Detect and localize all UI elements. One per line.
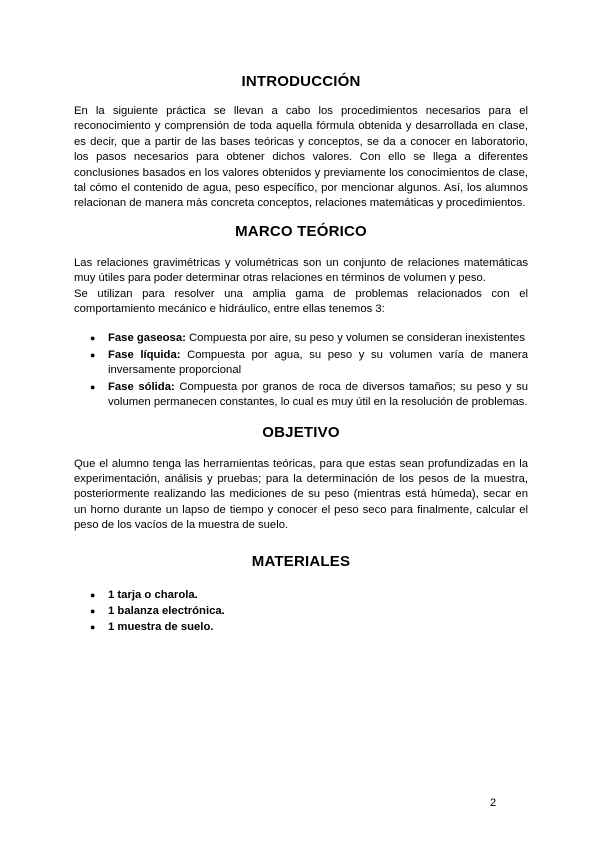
heading-introduccion: INTRODUCCIÓN: [241, 73, 361, 90]
page-number: 2: [490, 797, 497, 809]
list-item-fase-gaseosa: [74, 331, 528, 346]
bullet-icon: ●: [90, 622, 96, 633]
list-item-material: [74, 604, 528, 619]
heading-materiales: MATERIALES: [251, 552, 351, 570]
phases-list: [74, 331, 528, 410]
phase-name: Fase sólida:: [108, 380, 175, 393]
bullet-icon: ●: [90, 349, 96, 360]
bullet-icon: ●: [90, 333, 96, 344]
phase-name: Fase líquida:: [108, 348, 181, 361]
list-item-material: [74, 588, 528, 603]
heading-marco-teorico: MARCO TEÓRICO: [235, 222, 367, 240]
phase-description: Compuesta por aire, su peso y volumen se consideran inexistentes: [185, 332, 525, 345]
materials-list: [74, 588, 528, 636]
material-label: 1 balanza electrónica.: [108, 604, 225, 617]
marco-paragraph-2: Se utilizan para resolver una amplia gama de problemas relacionados con el comportamiento mecánico e hidráulico, entre ellas tenemos 3:: [74, 287, 528, 316]
objetivo-paragraph: Que el alumno tenga las herramientas teóricas, para que estas sean profundizadas en la experimentación, análisis y pruebas; para la determinación de los pesos de la muestra, posteriormente realizando las mediciones de su peso (mientras está húmeda), secar en un horno durante un lapso de tiempo y conocer el peso seco para finalmente, calcular el peso de los vacíos de la muestra de suelo.: [74, 457, 528, 532]
bullet-icon: ●: [90, 381, 96, 392]
list-item-fase-liquida: [74, 348, 528, 379]
phase-description: Compuesta por agua, su peso y su volumen varía de manera inversamente proporcional: [108, 348, 528, 377]
heading-objetivo: OBJETIVO: [262, 423, 340, 441]
list-item-fase-solida: [74, 380, 528, 411]
phase-description: Compuesta por granos de roca de diversos tamaños; su peso y su volumen permanecen constantes, lo cual es muy útil en la resolución de problemas.: [108, 380, 529, 409]
list-item-material: [74, 620, 528, 635]
page-content: [74, 72, 528, 637]
material-label: 1 muestra de suelo.: [108, 621, 214, 634]
bullet-icon: ●: [90, 589, 96, 600]
marco-paragraph-1: Las relaciones gravimétricas y volumétricas son un conjunto de relaciones matemáticas muy útiles para poder determinar otras relaciones en términos de volumen y peso.: [74, 256, 528, 285]
bullet-icon: ●: [90, 605, 96, 616]
material-label: 1 tarja o charola.: [108, 588, 198, 601]
phase-name: Fase gaseosa:: [108, 332, 186, 345]
introduccion-paragraph: En la siguiente práctica se llevan a cabo los procedimientos necesarios para el reconocimiento y comprensión de toda aquella fórmula obtenida y desarrollada en clase, es decir, que a partir de las bases teóricas y conceptos, se da a conocer en laboratorio, los pasos necesarios para obtener dichos valores. Con ello se llega a diferentes conclusiones basados en los valores obtenidos y previamente los conocimientos de clase, tal cómo el contenido de agua, peso específico, por mencionar algunos. Así, los alumnos relacionan de manera más concreta conceptos, relaciones matemáticas y procedimientos.: [74, 105, 528, 210]
